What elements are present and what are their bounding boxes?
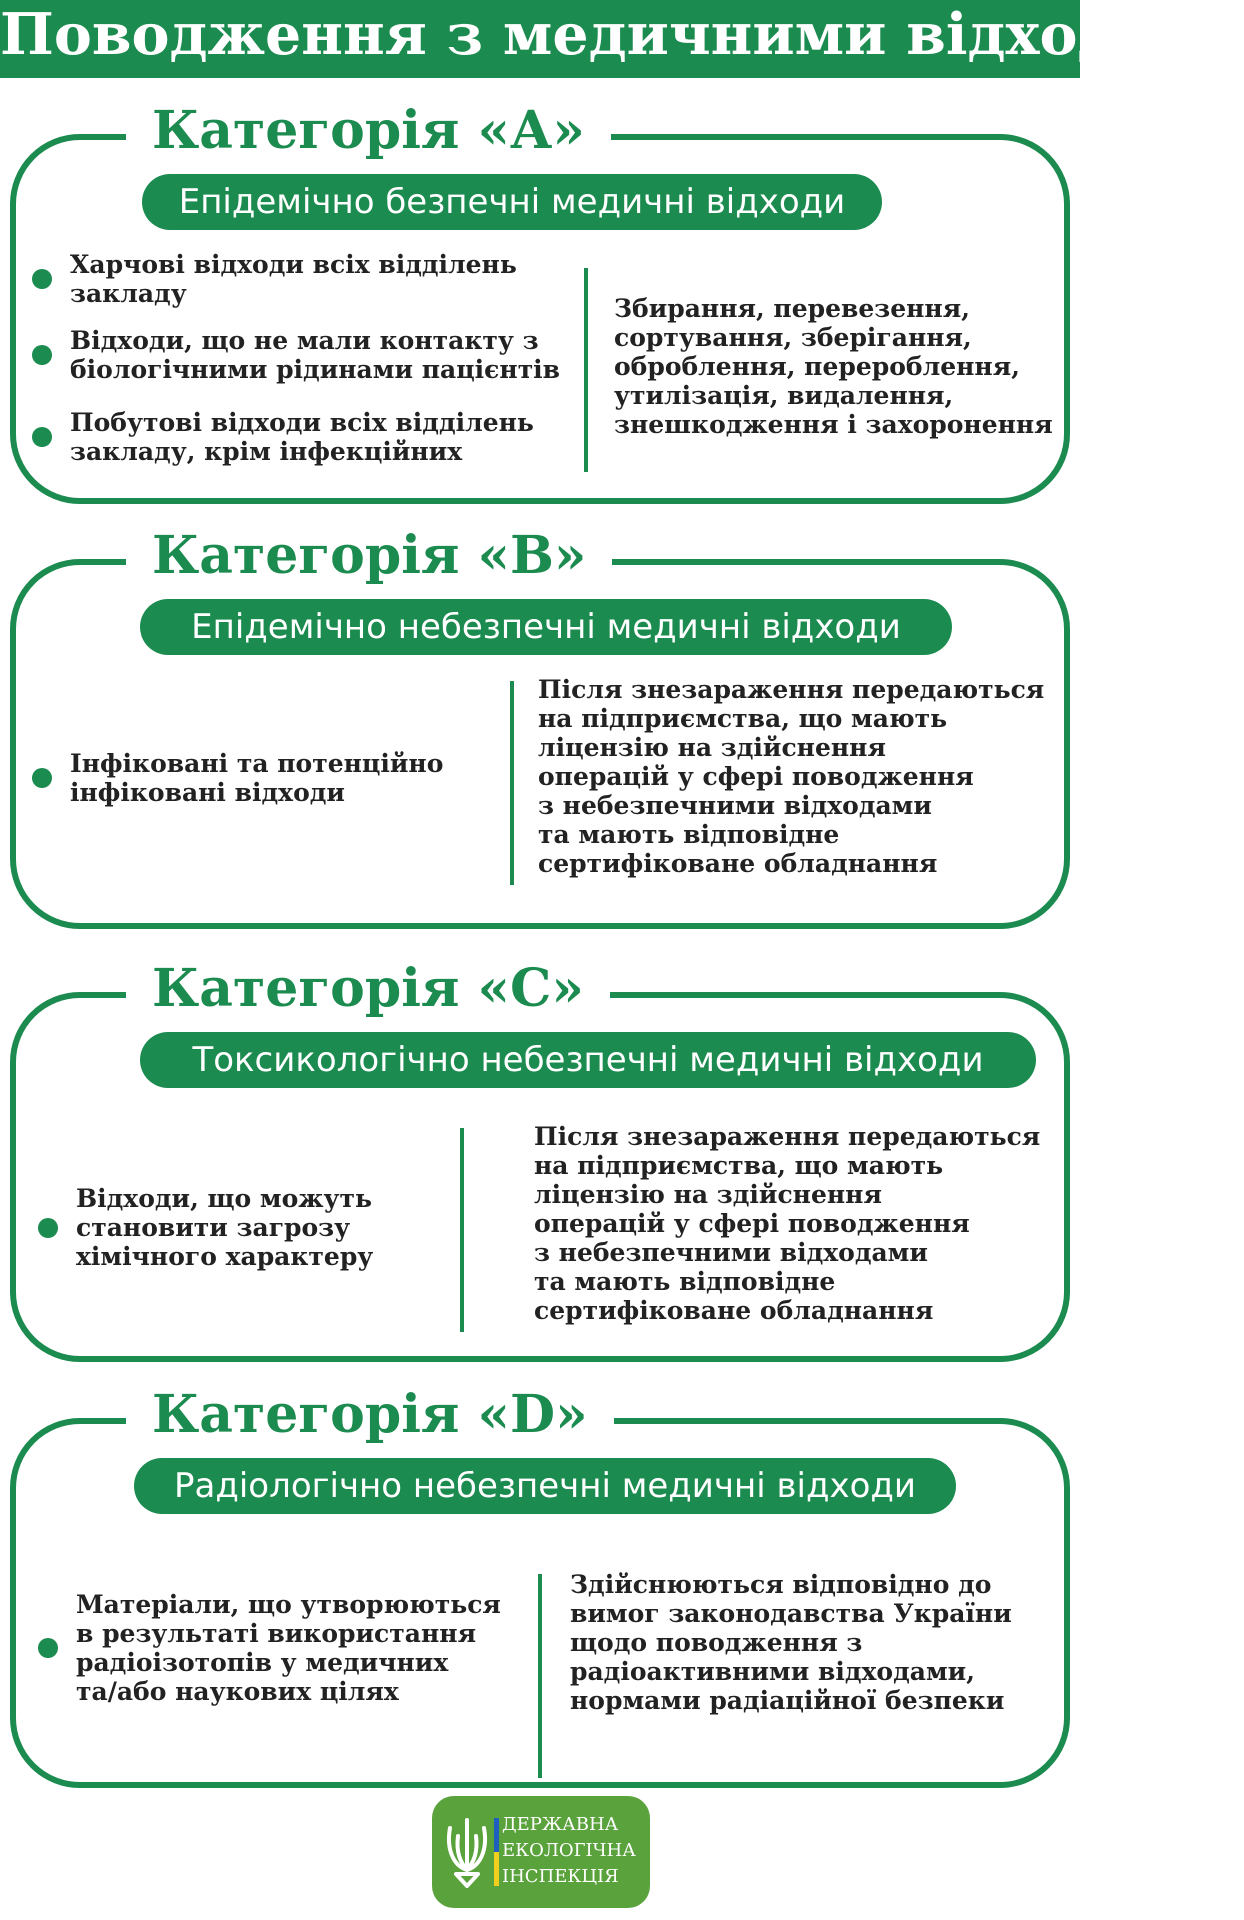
- handling-description: Після знезараження передаються на підприємства, що мають ліцензію на здійснення операцій у сфері поводження з небезпечними відходами та мають відповідне сертифіковане обладнання: [534, 1122, 1041, 1325]
- list-item: [38, 1184, 373, 1271]
- category-subtitle-pill: Епідемічно небезпечні медичні відходи: [140, 599, 952, 655]
- column-divider: [510, 681, 514, 885]
- handling-description: Здійснюються відповідно до вимог законодавства України щодо поводження з радіоактивними відходами, нормами радіаційної безпеки: [570, 1570, 1012, 1715]
- category-title: Категорія «А»: [126, 96, 611, 166]
- column-divider: [538, 1574, 542, 1778]
- trident-emblem-icon: [442, 1816, 492, 1890]
- list-item: [38, 1590, 501, 1706]
- column-divider: [584, 268, 588, 472]
- category-card-a: [10, 100, 1070, 504]
- list-item-text: Інфіковані та потенційно інфіковані відходи: [70, 749, 444, 807]
- bullet-dot-icon: [32, 269, 52, 289]
- list-item: [32, 250, 517, 308]
- category-card-c: [10, 958, 1070, 1362]
- category-card-b: [10, 525, 1070, 929]
- handling-description: Збирання, перевезення, сортування, зберігання, оброблення, перероблення, утилізація, видалення, знешкодження і захоронення: [614, 294, 1053, 439]
- page-title: Поводження з медичними відходами: [0, 0, 1080, 78]
- bullet-dot-icon: [38, 1218, 58, 1238]
- category-title: Категорія «С»: [126, 954, 610, 1024]
- list-item-text: Харчові відходи всіх відділень закладу: [70, 250, 517, 308]
- flag-yellow-stripe: [494, 1852, 499, 1886]
- inspection-logo: [432, 1796, 650, 1908]
- category-subtitle-pill: Радіологічно небезпечні медичні відходи: [134, 1458, 956, 1514]
- list-item-text: Матеріали, що утворюються в результаті використання радіоізотопів у медичних та/або наукових цілях: [76, 1590, 501, 1706]
- list-item: [32, 408, 534, 466]
- list-item-text: Відходи, що не мали контакту з біологічними рідинами пацієнтів: [70, 326, 561, 384]
- list-item-text: Побутові відходи всіх відділень закладу, крім інфекційних: [70, 408, 534, 466]
- category-subtitle-pill: Епідемічно безпечні медичні відходи: [142, 174, 882, 230]
- logo-text-line: ІНСПЕКЦІЯ: [502, 1866, 619, 1887]
- bullet-dot-icon: [38, 1638, 58, 1658]
- bullet-dot-icon: [32, 427, 52, 447]
- category-card-d: [10, 1384, 1070, 1788]
- list-item: [32, 749, 443, 807]
- category-subtitle-pill: Токсикологічно небезпечні медичні відходи: [140, 1032, 1036, 1088]
- category-title: Категорія «В»: [126, 521, 612, 591]
- logo-text-line: ДЕРЖАВНА: [502, 1814, 619, 1835]
- handling-description: Після знезараження передаються на підприємства, що мають ліцензію на здійснення операцій у сфері поводження з небезпечними відходами та мають відповідне сертифіковане обладнання: [538, 675, 1045, 878]
- bullet-dot-icon: [32, 345, 52, 365]
- list-item: [32, 326, 560, 384]
- category-title: Категорія «D»: [126, 1380, 614, 1450]
- flag-blue-stripe: [494, 1818, 499, 1852]
- list-item-text: Відходи, що можуть становити загрозу хімічного характеру: [76, 1184, 374, 1271]
- bullet-dot-icon: [32, 768, 52, 788]
- column-divider: [460, 1128, 464, 1332]
- logo-text-line: ЕКОЛОГІЧНА: [502, 1840, 636, 1861]
